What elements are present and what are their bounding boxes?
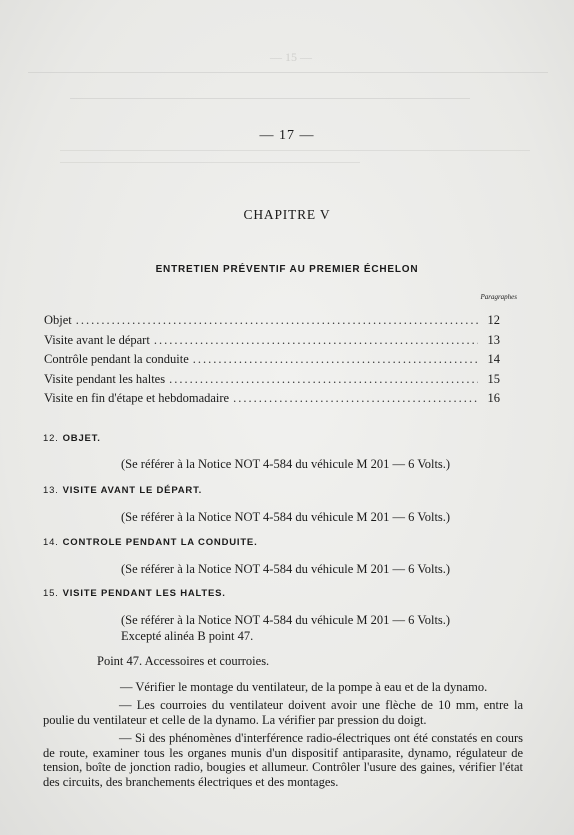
toc-entry-number: 14 xyxy=(487,352,500,366)
toc-entry xyxy=(44,333,500,353)
chapter-title: CHAPITRE V xyxy=(243,207,331,222)
toc-entry-number: 13 xyxy=(487,332,500,347)
section-heading-title: CONTROLE PENDANT LA CONDUITE. xyxy=(62,537,258,548)
toc-entry xyxy=(44,372,500,392)
section-number: 12. xyxy=(43,433,59,444)
table-of-contents xyxy=(44,313,500,411)
show-through-text xyxy=(70,98,470,101)
toc-leader-dots xyxy=(193,352,478,367)
toc-entry xyxy=(44,352,500,372)
toc-entry-label: Contrôle pendant la conduite xyxy=(44,352,189,366)
body-paragraph xyxy=(43,698,523,727)
toc-entry-label: Visite pendant les haltes xyxy=(44,371,166,386)
section-number: 13. xyxy=(43,485,59,496)
section-number: 14. xyxy=(43,537,59,548)
body-paragraph xyxy=(43,731,523,789)
section-title: ENTRETIEN PRÉVENTIF AU PREMIER ÉCHELON xyxy=(155,264,419,275)
toc-entry-number: 16 xyxy=(487,391,500,405)
show-through-text xyxy=(60,150,530,153)
body-paragraph-text: — Si des phénomènes d'interférence radio-électriques ont été constatés en cours de route, examiner tous les organes munis d'un dispositif antiparasite, dynamo, régulateur de tension, boîte de jonction radio, bougies et allumeur. Contrôler l'usure des gaines, vérifier l'état des circuits, des branchements électriques et des montages. xyxy=(43,731,523,789)
toc-entry-number: 12 xyxy=(487,313,500,327)
toc-leader-dots xyxy=(169,372,478,387)
toc-entry xyxy=(44,391,500,411)
point-title: Point 47. Accessoires et courroies. xyxy=(97,654,270,668)
toc-leader-dots xyxy=(76,313,478,328)
section-heading xyxy=(43,433,101,444)
section-heading xyxy=(43,537,258,548)
section-heading-title: VISITE PENDANT LES HALTES. xyxy=(62,588,226,599)
section-exception: Excepté alinéa B point 47. xyxy=(121,629,254,643)
section-reference: (Se référer à la Notice NOT 4-584 du véhicule M 201 — 6 Volts.) xyxy=(121,613,451,627)
section-heading-title: OBJET. xyxy=(62,433,101,444)
body-paragraph-text: — Les courroies du ventilateur doivent avoir une flèche de 10 mm, entre la poulie du ventilateur et celle de la dynamo. La vérifier par pression du doigt. xyxy=(43,698,523,727)
section-reference: (Se référer à la Notice NOT 4-584 du véhicule M 201 — 6 Volts.) xyxy=(121,457,451,471)
toc-entry xyxy=(44,313,500,333)
show-through-text xyxy=(60,162,360,165)
toc-leader-dots xyxy=(154,333,478,348)
section-heading xyxy=(43,485,202,496)
toc-entry-number: 15 xyxy=(487,371,500,386)
page-number: — 17 — xyxy=(259,128,315,143)
section-heading xyxy=(43,588,226,599)
body-paragraph: — Vérifier le montage du ventilateur, de la pompe à eau et de la dynamo. xyxy=(120,680,488,694)
toc-leader-dots xyxy=(233,391,478,406)
toc-entry-label: Objet xyxy=(44,313,72,327)
show-through-text xyxy=(28,72,548,75)
section-reference: (Se référer à la Notice NOT 4-584 du véhicule M 201 — 6 Volts.) xyxy=(121,562,451,576)
show-through-text: — 15 — xyxy=(270,50,312,64)
section-number: 15. xyxy=(43,588,59,599)
toc-entry-label: Visite avant le départ xyxy=(44,332,150,347)
section-heading-title: VISITE AVANT LE DÉPART. xyxy=(62,485,203,496)
toc-entry-label: Visite en fin d'étape et hebdomadaire xyxy=(44,391,230,405)
paragraphs-column-label: Paragraphes xyxy=(480,293,517,301)
section-reference: (Se référer à la Notice NOT 4-584 du véhicule M 201 — 6 Volts.) xyxy=(121,510,451,524)
